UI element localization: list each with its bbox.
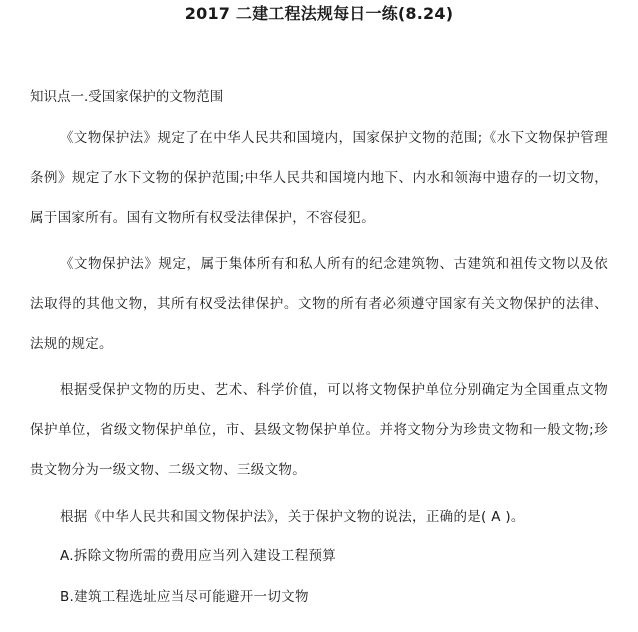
question-text: 根据《中华人民共和国文物保护法》，关于保护文物的说法，正确的是( A )。 — [60, 509, 525, 525]
knowledge-point-heading: 知识点一.受国家保护的文物范围 — [30, 89, 224, 105]
answer-option-b: B.建筑工程选址应当尽可能避开一切文物 — [60, 589, 309, 605]
answer-option-a: A.拆除文物所需的费用应当列入建设工程预算 — [60, 548, 337, 564]
paragraph: 《文物保护法》规定，属于集体所有和私人所有的纪念建筑物、古建筑和祖传文物以及依法取得的其他文物，其所有权受法律保护。文物的所有者必须遵守国家有关文物保护的法律、法规的规定。 — [30, 256, 608, 352]
page-title: 2017 二建工程法规每日一练(8.24) — [184, 4, 454, 23]
paragraph: 根据受保护文物的历史、艺术、科学价值，可以将文物保护单位分别确定为全国重点文物保护单位，省级文物保护单位，市、县级文物保护单位。并将文物分为珍贵文物和一般文物;珍贵文物分为一级文物、二级文物、三级文物。 — [30, 382, 608, 478]
paragraph: 《文物保护法》规定了在中华人民共和国境内，国家保护文物的范围;《水下文物保护管理条例》规定了水下文物的保护范围;中华人民共和国境内地下、内水和领海中遗存的一切文物，属于国家所有。国有文物所有权受法律保护，不容侵犯。 — [30, 130, 608, 226]
